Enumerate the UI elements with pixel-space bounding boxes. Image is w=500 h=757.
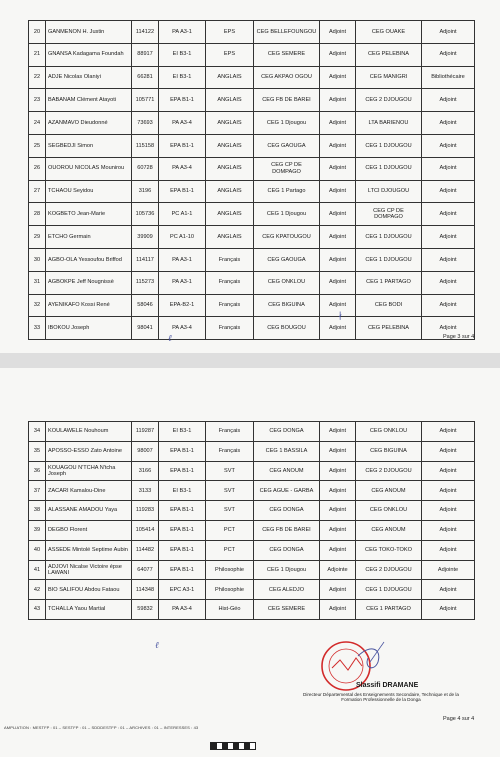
cell-fonction: Adjoint bbox=[320, 134, 356, 157]
cell-ecole-destination: CEG 1 DJOUGOU bbox=[356, 248, 422, 271]
table-row bbox=[29, 89, 475, 112]
cell-matricule: 39909 bbox=[132, 226, 159, 249]
cell-nouvelle-fonction: Bibliothécaire bbox=[422, 66, 475, 89]
cell-ecole-origine: CEG BELLEFOUNGOU bbox=[254, 21, 320, 44]
cell-no: 40 bbox=[29, 540, 46, 560]
cell-ecole-origine: CEG 1 Djougou bbox=[254, 203, 320, 226]
cell-matricule: 64077 bbox=[132, 560, 159, 580]
table-row bbox=[29, 203, 475, 226]
cell-matricule: 119287 bbox=[132, 422, 159, 442]
cell-discipline: Français bbox=[206, 294, 254, 317]
cell-no: 28 bbox=[29, 203, 46, 226]
cell-discipline: EPS bbox=[206, 43, 254, 66]
cell-nouvelle-fonction: Adjoint bbox=[422, 180, 475, 203]
cell-grade: EPA B1-1 bbox=[159, 134, 206, 157]
table-row bbox=[29, 248, 475, 271]
table-row bbox=[29, 600, 475, 620]
cell-ecole-destination: CEG 1 DJOUGOU bbox=[356, 226, 422, 249]
cell-matricule: 119283 bbox=[132, 501, 159, 521]
cell-ecole-destination: LTCI DJOUGOU bbox=[356, 180, 422, 203]
cell-ecole-destination: CEG BIGUINA bbox=[356, 441, 422, 461]
document-page-3 bbox=[0, 0, 500, 353]
cell-nouvelle-fonction: Adjoint bbox=[422, 317, 475, 340]
cell-discipline: Français bbox=[206, 441, 254, 461]
cell-ecole-origine: CEG ALEDJO bbox=[254, 580, 320, 600]
cell-name: AZANMAVO Dieudonné bbox=[46, 112, 132, 135]
cell-name: TCHAOU Seyidou bbox=[46, 180, 132, 203]
cell-ecole-destination: CEG ONKLOU bbox=[356, 422, 422, 442]
cell-grade: PC A1-1 bbox=[159, 203, 206, 226]
signatory-title: Directeur Départemental des Enseignements Secondaire, Technique et de la Formation Professionnelle de la Donga bbox=[303, 692, 459, 703]
cell-nouvelle-fonction: Adjoint bbox=[422, 501, 475, 521]
table-row bbox=[29, 501, 475, 521]
cell-ecole-destination: CEG 1 DJOUGOU bbox=[356, 580, 422, 600]
cell-no: 27 bbox=[29, 180, 46, 203]
cell-fonction: Adjoint bbox=[320, 501, 356, 521]
cell-ecole-destination: CEG 2 DJOUGOU bbox=[356, 560, 422, 580]
cell-matricule: 3133 bbox=[132, 481, 159, 501]
cell-fonction: Adjoint bbox=[320, 180, 356, 203]
table-row bbox=[29, 317, 475, 340]
cell-fonction: Adjoint bbox=[320, 89, 356, 112]
cell-ecole-origine: CEG AKPAO OGOU bbox=[254, 66, 320, 89]
cell-fonction: Adjoint bbox=[320, 580, 356, 600]
cell-ecole-origine: CEG GAOUGA bbox=[254, 134, 320, 157]
cell-no: 22 bbox=[29, 66, 46, 89]
cell-name: GNANSA Kadagama Foundah bbox=[46, 43, 132, 66]
cell-name: IBOKOU Joseph bbox=[46, 317, 132, 340]
cell-ecole-destination: CEG 1 PARTAGO bbox=[356, 600, 422, 620]
cell-fonction: Adjoint bbox=[320, 540, 356, 560]
cell-ecole-destination: CEG ANOUM bbox=[356, 520, 422, 540]
cell-ecole-origine: CEG 1 BASSILA bbox=[254, 441, 320, 461]
cell-nouvelle-fonction: Adjoint bbox=[422, 294, 475, 317]
table-row bbox=[29, 66, 475, 89]
cell-grade: PA A3-4 bbox=[159, 600, 206, 620]
page-separator bbox=[0, 353, 500, 368]
cell-discipline: SVT bbox=[206, 481, 254, 501]
cell-grade: PA A3-4 bbox=[159, 317, 206, 340]
cell-no: 25 bbox=[29, 134, 46, 157]
assignment-table-page-4 bbox=[28, 421, 475, 620]
cell-discipline: Français bbox=[206, 422, 254, 442]
cell-fonction: Adjoint bbox=[320, 294, 356, 317]
cell-no: 42 bbox=[29, 580, 46, 600]
cell-no: 43 bbox=[29, 600, 46, 620]
cell-fonction: Adjoint bbox=[320, 66, 356, 89]
cell-grade: EPA-B2-1 bbox=[159, 294, 206, 317]
cell-grade: EI B3-1 bbox=[159, 422, 206, 442]
cell-name: DEGBO Florent bbox=[46, 520, 132, 540]
cell-nouvelle-fonction: Adjointe bbox=[422, 560, 475, 580]
cell-name: TCHALLA Yaou Martial bbox=[46, 600, 132, 620]
cell-matricule: 59832 bbox=[132, 600, 159, 620]
cell-ecole-origine: CEG 1 Partago bbox=[254, 180, 320, 203]
cell-fonction: Adjoint bbox=[320, 271, 356, 294]
cell-discipline: SVT bbox=[206, 501, 254, 521]
cell-matricule: 98041 bbox=[132, 317, 159, 340]
cell-no: 30 bbox=[29, 248, 46, 271]
cell-matricule: 88917 bbox=[132, 43, 159, 66]
cell-no: 35 bbox=[29, 441, 46, 461]
cell-grade: EPA B1-1 bbox=[159, 560, 206, 580]
cell-discipline: ANGLAIS bbox=[206, 134, 254, 157]
cell-name: ADJE Nicolas Olaniyi bbox=[46, 66, 132, 89]
cell-ecole-origine: CEG ANOUM bbox=[254, 461, 320, 481]
cell-fonction: Adjoint bbox=[320, 600, 356, 620]
cell-matricule: 114117 bbox=[132, 248, 159, 271]
cell-nouvelle-fonction: Adjoint bbox=[422, 441, 475, 461]
cell-ecole-destination: CEG BODI bbox=[356, 294, 422, 317]
cell-nouvelle-fonction: Adjoint bbox=[422, 43, 475, 66]
cell-ecole-origine: CEG 1 Djougou bbox=[254, 560, 320, 580]
cell-fonction: Adjoint bbox=[320, 203, 356, 226]
cell-no: 33 bbox=[29, 317, 46, 340]
cell-ecole-origine: CEG BIGUINA bbox=[254, 294, 320, 317]
cell-discipline: ANGLAIS bbox=[206, 89, 254, 112]
cell-ecole-origine: CEG FB DE BAREI bbox=[254, 520, 320, 540]
cell-discipline: PCT bbox=[206, 520, 254, 540]
cell-discipline: ANGLAIS bbox=[206, 203, 254, 226]
table-row bbox=[29, 134, 475, 157]
cell-nouvelle-fonction: Adjoint bbox=[422, 21, 475, 44]
cell-matricule: 58046 bbox=[132, 294, 159, 317]
table-row bbox=[29, 481, 475, 501]
cell-ecole-destination: CEG OUAKE bbox=[356, 21, 422, 44]
handwritten-initial: ∤ bbox=[338, 312, 343, 322]
cell-discipline: Français bbox=[206, 271, 254, 294]
cell-no: 38 bbox=[29, 501, 46, 521]
cell-name: SEGBEDJI Simon bbox=[46, 134, 132, 157]
cell-no: 37 bbox=[29, 481, 46, 501]
cell-fonction: Adjoint bbox=[320, 157, 356, 180]
cell-nouvelle-fonction: Adjoint bbox=[422, 540, 475, 560]
table-row bbox=[29, 422, 475, 442]
cell-discipline: ANGLAIS bbox=[206, 112, 254, 135]
cell-name: OUOROU NICOLAS Mounirou bbox=[46, 157, 132, 180]
cell-ecole-destination: CEG 2 DJOUGOU bbox=[356, 89, 422, 112]
cell-nouvelle-fonction: Adjoint bbox=[422, 134, 475, 157]
cell-ecole-origine: CEG BOUGOU bbox=[254, 317, 320, 340]
cell-discipline: ANGLAIS bbox=[206, 180, 254, 203]
page-number: Page 3 sur 4 bbox=[443, 334, 475, 340]
table-row bbox=[29, 226, 475, 249]
table-row bbox=[29, 461, 475, 481]
cell-matricule: 115273 bbox=[132, 271, 159, 294]
cell-nouvelle-fonction: Adjoint bbox=[422, 248, 475, 271]
cell-no: 20 bbox=[29, 21, 46, 44]
cell-matricule: 3196 bbox=[132, 180, 159, 203]
cell-grade: EPA B1-1 bbox=[159, 520, 206, 540]
cell-discipline: Philosophie bbox=[206, 580, 254, 600]
cell-ecole-origine: CEG KPATOUGOU bbox=[254, 226, 320, 249]
cell-fonction: Adjoint bbox=[320, 112, 356, 135]
cell-matricule: 114482 bbox=[132, 540, 159, 560]
ampliation-line: AMPLIATION : MESTFP : 01 – SESTFP : 01 – SDDDESTFP : 01 – ARCHIVES : 01 – INTERESSES : 43 bbox=[4, 725, 199, 730]
table-row bbox=[29, 180, 475, 203]
cell-matricule: 105736 bbox=[132, 203, 159, 226]
cell-discipline: EPS bbox=[206, 21, 254, 44]
table-row bbox=[29, 21, 475, 44]
cell-no: 29 bbox=[29, 226, 46, 249]
cell-ecole-destination: CEG ANOUM bbox=[356, 481, 422, 501]
cell-matricule: 114122 bbox=[132, 21, 159, 44]
cell-name: KOULAWELE Nouhoum bbox=[46, 422, 132, 442]
table-row bbox=[29, 441, 475, 461]
cell-grade: PC A1-10 bbox=[159, 226, 206, 249]
cell-nouvelle-fonction: Adjoint bbox=[422, 157, 475, 180]
table-row bbox=[29, 540, 475, 560]
cell-matricule: 66281 bbox=[132, 66, 159, 89]
cell-no: 26 bbox=[29, 157, 46, 180]
cell-grade: EPA B1-1 bbox=[159, 89, 206, 112]
cell-grade: PA A3-1 bbox=[159, 21, 206, 44]
cell-grade: PA A3-1 bbox=[159, 248, 206, 271]
cell-ecole-origine: CEG ONKLOU bbox=[254, 271, 320, 294]
cell-grade: PA A3-4 bbox=[159, 157, 206, 180]
signatory-name: Slassifi DRAMANE bbox=[356, 682, 419, 689]
cell-discipline: PCT bbox=[206, 540, 254, 560]
cell-grade: EPA B1-1 bbox=[159, 461, 206, 481]
cell-name: ZACARI Kamalou-Dine bbox=[46, 481, 132, 501]
cell-grade: PA A3-1 bbox=[159, 271, 206, 294]
cell-fonction: Adjoint bbox=[320, 441, 356, 461]
cell-matricule: 73693 bbox=[132, 112, 159, 135]
cell-nouvelle-fonction: Adjoint bbox=[422, 422, 475, 442]
cell-name: AYENIKAFO Kossi René bbox=[46, 294, 132, 317]
cell-nouvelle-fonction: Adjoint bbox=[422, 271, 475, 294]
cell-discipline: ANGLAIS bbox=[206, 157, 254, 180]
cell-fonction: Adjointe bbox=[320, 560, 356, 580]
cell-matricule: 115158 bbox=[132, 134, 159, 157]
cell-ecole-destination: CEG PELEBINA bbox=[356, 43, 422, 66]
handwritten-initial: ℓ bbox=[155, 641, 159, 651]
cell-no: 41 bbox=[29, 560, 46, 580]
table-row bbox=[29, 157, 475, 180]
cell-ecole-origine: CEG DONGA bbox=[254, 501, 320, 521]
cell-nouvelle-fonction: Adjoint bbox=[422, 226, 475, 249]
cell-discipline: SVT bbox=[206, 461, 254, 481]
cell-ecole-origine: CEG CP DE DOMPAGO bbox=[254, 157, 320, 180]
cell-discipline: Philosophie bbox=[206, 560, 254, 580]
cell-fonction: Adjoint bbox=[320, 21, 356, 44]
cell-ecole-origine: CEG DONGA bbox=[254, 422, 320, 442]
cell-no: 23 bbox=[29, 89, 46, 112]
cell-name: AGBO-OLA Yessoufou Briffod bbox=[46, 248, 132, 271]
cell-nouvelle-fonction: Adjoint bbox=[422, 580, 475, 600]
cell-ecole-origine: CEG GAOUGA bbox=[254, 248, 320, 271]
cell-fonction: Adjoint bbox=[320, 481, 356, 501]
cell-fonction: Adjoint bbox=[320, 317, 356, 340]
cell-no: 31 bbox=[29, 271, 46, 294]
cell-grade: EI B3-1 bbox=[159, 66, 206, 89]
handwritten-initial: ℓ bbox=[168, 334, 172, 344]
cell-grade: EPC A3-1 bbox=[159, 580, 206, 600]
cell-ecole-destination: CEG CP DE DOMPAGO bbox=[356, 203, 422, 226]
table-row bbox=[29, 43, 475, 66]
cell-grade: EI B3-1 bbox=[159, 43, 206, 66]
cell-discipline: Hist-Géo bbox=[206, 600, 254, 620]
cell-no: 24 bbox=[29, 112, 46, 135]
cell-name: GANMENON H. Justin bbox=[46, 21, 132, 44]
cell-name: BABANAM Clément Atayoti bbox=[46, 89, 132, 112]
cell-matricule: 105414 bbox=[132, 520, 159, 540]
cell-grade: EPA B1-1 bbox=[159, 180, 206, 203]
cell-ecole-origine: CEG 1 Djougou bbox=[254, 112, 320, 135]
cell-no: 39 bbox=[29, 520, 46, 540]
cell-no: 34 bbox=[29, 422, 46, 442]
cell-fonction: Adjoint bbox=[320, 461, 356, 481]
cell-ecole-destination: CEG ONKLOU bbox=[356, 501, 422, 521]
cell-name: ALASSANE AMADOU Yaya bbox=[46, 501, 132, 521]
cell-nouvelle-fonction: Adjoint bbox=[422, 89, 475, 112]
cell-ecole-destination: CEG PELEBINA bbox=[356, 317, 422, 340]
cell-discipline: ANGLAIS bbox=[206, 66, 254, 89]
cell-name: BIO SALIFOU Abdou Fataou bbox=[46, 580, 132, 600]
cell-matricule: 98007 bbox=[132, 441, 159, 461]
cell-ecole-origine: CEG SEMERE bbox=[254, 43, 320, 66]
cell-no: 21 bbox=[29, 43, 46, 66]
cell-no: 32 bbox=[29, 294, 46, 317]
cell-nouvelle-fonction: Adjoint bbox=[422, 112, 475, 135]
cell-fonction: Adjoint bbox=[320, 43, 356, 66]
cell-ecole-destination: CEG 1 DJOUGOU bbox=[356, 134, 422, 157]
cell-nouvelle-fonction: Adjoint bbox=[422, 600, 475, 620]
assignment-table-page-3 bbox=[28, 20, 475, 340]
cell-ecole-origine: CEG FB DE BAREI bbox=[254, 89, 320, 112]
cell-ecole-destination: CEG 1 PARTAGO bbox=[356, 271, 422, 294]
cell-discipline: ANGLAIS bbox=[206, 226, 254, 249]
cell-matricule: 105771 bbox=[132, 89, 159, 112]
table-row bbox=[29, 520, 475, 540]
cell-ecole-destination: CEG MANIGRI bbox=[356, 66, 422, 89]
table-row bbox=[29, 580, 475, 600]
cell-ecole-destination: LTA BARIENOU bbox=[356, 112, 422, 135]
table-row bbox=[29, 560, 475, 580]
cell-fonction: Adjoint bbox=[320, 422, 356, 442]
cell-name: AGBOKPE Jeff Nougnissè bbox=[46, 271, 132, 294]
cell-nouvelle-fonction: Adjoint bbox=[422, 461, 475, 481]
cell-fonction: Adjoint bbox=[320, 520, 356, 540]
cell-grade: EPA B1-1 bbox=[159, 501, 206, 521]
cell-grade: EI B3-1 bbox=[159, 481, 206, 501]
cell-matricule: 60728 bbox=[132, 157, 159, 180]
cell-fonction: Adjoint bbox=[320, 248, 356, 271]
cell-discipline: Français bbox=[206, 248, 254, 271]
cell-name: APOSSO-ESSO Zato Antoine bbox=[46, 441, 132, 461]
scale-bar bbox=[210, 742, 256, 750]
cell-no: 36 bbox=[29, 461, 46, 481]
cell-grade: PA A3-4 bbox=[159, 112, 206, 135]
cell-ecole-origine: CEG AGUE - GARBA bbox=[254, 481, 320, 501]
cell-grade: EPA B1-1 bbox=[159, 540, 206, 560]
cell-ecole-destination: CEG 1 DJOUGOU bbox=[356, 157, 422, 180]
table-row bbox=[29, 112, 475, 135]
cell-fonction: Adjoint bbox=[320, 226, 356, 249]
page-number: Page 4 sur 4 bbox=[443, 716, 475, 722]
cell-ecole-origine: CEG DONGA bbox=[254, 540, 320, 560]
cell-ecole-destination: CEG TOKO-TOKO bbox=[356, 540, 422, 560]
cell-name: KOUAGOU N'TCHA N'tcha Joseph bbox=[46, 461, 132, 481]
cell-matricule: 114348 bbox=[132, 580, 159, 600]
cell-name: ETCHO Germain bbox=[46, 226, 132, 249]
cell-ecole-destination: CEG 2 DJOUGOU bbox=[356, 461, 422, 481]
cell-name: ADJOVI Nicalse Victoire épse LAWANI bbox=[46, 560, 132, 580]
cell-nouvelle-fonction: Adjoint bbox=[422, 481, 475, 501]
cell-name: ASSEDE Mintolé Septime Aubin bbox=[46, 540, 132, 560]
cell-discipline: Français bbox=[206, 317, 254, 340]
cell-name: KOGBETO Jean-Marie bbox=[46, 203, 132, 226]
table-row bbox=[29, 271, 475, 294]
cell-nouvelle-fonction: Adjoint bbox=[422, 520, 475, 540]
cell-matricule: 3166 bbox=[132, 461, 159, 481]
cell-nouvelle-fonction: Adjoint bbox=[422, 203, 475, 226]
table-row bbox=[29, 294, 475, 317]
cell-grade: EPA B1-1 bbox=[159, 441, 206, 461]
cell-ecole-origine: CEG SEMERE bbox=[254, 600, 320, 620]
